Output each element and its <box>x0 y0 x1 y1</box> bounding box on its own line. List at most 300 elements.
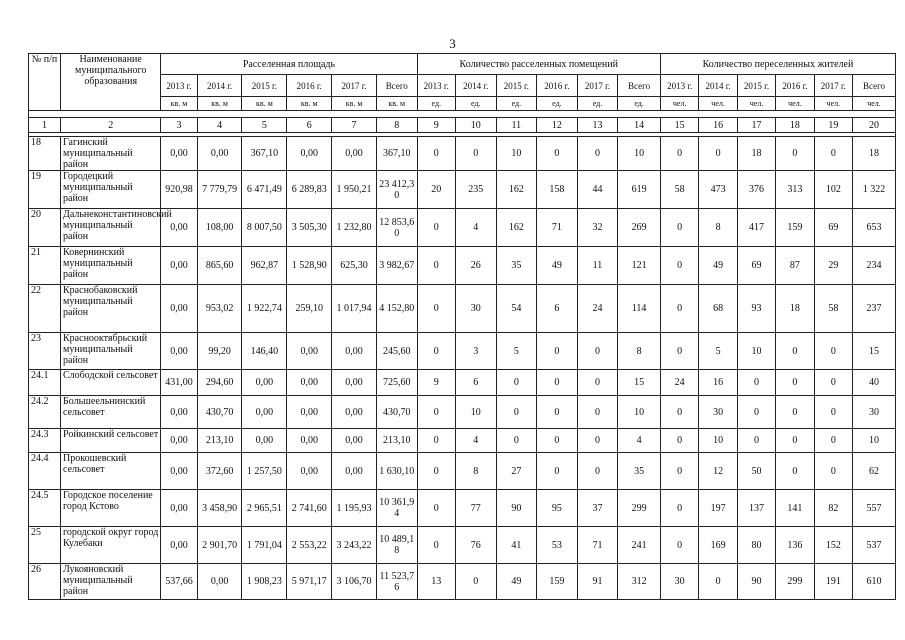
municipality-name: городской округ город Кулебаки <box>61 527 161 564</box>
table-cell: 245,60 <box>376 333 417 370</box>
table-cell: 0 <box>776 370 814 396</box>
header-area-year-0: 2013 г. <box>161 75 197 97</box>
column-number-14: 15 <box>660 118 698 133</box>
column-number-16: 17 <box>737 118 775 133</box>
column-number-10: 11 <box>496 118 537 133</box>
table-row <box>29 171 896 209</box>
table-cell: 241 <box>618 527 661 564</box>
header-people-unit-3: чел. <box>776 97 814 111</box>
table-cell: 10 <box>737 333 775 370</box>
table-cell: 0 <box>455 137 496 171</box>
header-people-year-4: 2017 г. <box>814 75 852 97</box>
table-cell: 11 <box>577 247 618 285</box>
table-cell: 191 <box>814 564 852 600</box>
header-no: № п/п <box>29 54 61 111</box>
header-rooms-unit-5: ед. <box>618 97 661 111</box>
table-cell: 8 <box>618 333 661 370</box>
table-cell: 9 <box>417 370 455 396</box>
table-cell: 40 <box>853 370 896 396</box>
table-cell: 158 <box>537 171 578 209</box>
header-rooms-unit-1: ед. <box>455 97 496 111</box>
municipality-name: Прокошевский сельсовет <box>61 453 161 490</box>
row-number: 24.1 <box>29 370 61 396</box>
table-cell: 0 <box>496 396 537 429</box>
table-cell: 15 <box>853 333 896 370</box>
table-cell: 68 <box>699 285 737 333</box>
table-cell: 159 <box>776 209 814 247</box>
table-cell: 0 <box>496 370 537 396</box>
column-number-18: 19 <box>814 118 852 133</box>
table-cell: 0,00 <box>161 209 197 247</box>
column-number-4: 5 <box>242 118 287 133</box>
row-number: 24.3 <box>29 429 61 453</box>
row-number: 18 <box>29 137 61 171</box>
row-number: 24.2 <box>29 396 61 429</box>
table-cell: 0 <box>814 137 852 171</box>
table-cell: 237 <box>853 285 896 333</box>
column-number-13: 14 <box>618 118 661 133</box>
table-cell: 0,00 <box>332 333 377 370</box>
table-cell: 1 257,50 <box>242 453 287 490</box>
header-people-unit-0: чел. <box>660 97 698 111</box>
table-cell: 1 528,90 <box>287 247 332 285</box>
table-cell: 10 <box>496 137 537 171</box>
table-cell: 269 <box>618 209 661 247</box>
table-cell: 0,00 <box>332 370 377 396</box>
table-cell: 213,10 <box>376 429 417 453</box>
table-cell: 313 <box>776 171 814 209</box>
table-cell: 0,00 <box>287 370 332 396</box>
table-cell: 24 <box>660 370 698 396</box>
table-cell: 430,70 <box>376 396 417 429</box>
row-number: 19 <box>29 171 61 209</box>
column-number-8: 9 <box>417 118 455 133</box>
header-people-year-2: 2015 г. <box>737 75 775 97</box>
table-cell: 13 <box>417 564 455 600</box>
column-number-0: 1 <box>29 118 61 133</box>
table-cell: 259,10 <box>287 285 332 333</box>
table-cell: 137 <box>737 490 775 527</box>
column-number-5: 6 <box>287 118 332 133</box>
table-cell: 234 <box>853 247 896 285</box>
table-cell: 3 458,90 <box>197 490 242 527</box>
column-number-15: 16 <box>699 118 737 133</box>
table-row <box>29 453 896 490</box>
table-cell: 10 <box>455 396 496 429</box>
table-cell: 294,60 <box>197 370 242 396</box>
table-cell: 1 950,21 <box>332 171 377 209</box>
table-cell: 0 <box>417 396 455 429</box>
table-cell: 90 <box>496 490 537 527</box>
municipality-name: Городское поселение город Кстово <box>61 490 161 527</box>
resettlement-table <box>28 53 896 600</box>
table-cell: 18 <box>737 137 775 171</box>
table-cell: 0,00 <box>287 396 332 429</box>
header-people-unit-5: чел. <box>853 97 896 111</box>
municipality-name: Ройкинский сельсовет <box>61 429 161 453</box>
table-cell: 725,60 <box>376 370 417 396</box>
header-area-unit-1: кв. м <box>197 97 242 111</box>
table-cell: 625,30 <box>332 247 377 285</box>
header-rooms-unit-4: ед. <box>577 97 618 111</box>
table-cell: 6 <box>537 285 578 333</box>
municipality-name: Большеельнинский сельсовет <box>61 396 161 429</box>
table-cell: 0 <box>660 247 698 285</box>
table-cell: 0 <box>660 396 698 429</box>
column-number-11: 12 <box>537 118 578 133</box>
table-cell: 18 <box>853 137 896 171</box>
table-cell: 0 <box>417 285 455 333</box>
row-number: 20 <box>29 209 61 247</box>
table-cell: 2 901,70 <box>197 527 242 564</box>
table-cell: 0 <box>737 396 775 429</box>
table-cell: 141 <box>776 490 814 527</box>
table-cell: 49 <box>496 564 537 600</box>
table-cell: 0,00 <box>287 137 332 171</box>
table-cell: 162 <box>496 171 537 209</box>
table-cell: 0 <box>577 137 618 171</box>
header-area-unit-5: кв. м <box>376 97 417 111</box>
table-cell: 0 <box>776 137 814 171</box>
table-cell: 0 <box>776 453 814 490</box>
table-cell: 69 <box>737 247 775 285</box>
table-cell: 20 <box>417 171 455 209</box>
table-cell: 0 <box>699 137 737 171</box>
table-cell: 76 <box>455 527 496 564</box>
table-cell: 49 <box>699 247 737 285</box>
header-people-year-5: Всего <box>853 75 896 97</box>
table-cell: 1 232,80 <box>332 209 377 247</box>
header-area-unit-3: кв. м <box>287 97 332 111</box>
table-cell: 49 <box>537 247 578 285</box>
header-rooms-unit-3: ед. <box>537 97 578 111</box>
table-cell: 0 <box>577 396 618 429</box>
table-cell: 152 <box>814 527 852 564</box>
table-cell: 0 <box>660 285 698 333</box>
table-cell: 1 908,23 <box>242 564 287 600</box>
table-cell: 0,00 <box>197 137 242 171</box>
column-number-12: 13 <box>577 118 618 133</box>
table-row <box>29 370 896 396</box>
table-cell: 30 <box>853 396 896 429</box>
table-cell: 0 <box>537 333 578 370</box>
table-cell: 537 <box>853 527 896 564</box>
table-cell: 3 505,30 <box>287 209 332 247</box>
table-cell: 24 <box>577 285 618 333</box>
table-cell: 10 <box>618 396 661 429</box>
table-cell: 58 <box>660 171 698 209</box>
table-cell: 367,10 <box>376 137 417 171</box>
column-number-1: 2 <box>61 118 161 133</box>
table-cell: 0 <box>496 429 537 453</box>
table-cell: 12 853,60 <box>376 209 417 247</box>
table-cell: 5 <box>496 333 537 370</box>
table-cell: 0 <box>660 527 698 564</box>
table-cell: 29 <box>814 247 852 285</box>
table-cell: 54 <box>496 285 537 333</box>
table-cell: 417 <box>737 209 775 247</box>
table-cell: 557 <box>853 490 896 527</box>
table-cell: 90 <box>737 564 775 600</box>
table-cell: 213,10 <box>197 429 242 453</box>
table-cell: 114 <box>618 285 661 333</box>
table-cell: 953,02 <box>197 285 242 333</box>
table-cell: 0 <box>699 564 737 600</box>
table-cell: 0 <box>577 370 618 396</box>
row-number: 22 <box>29 285 61 333</box>
table-cell: 1 630,10 <box>376 453 417 490</box>
table-cell: 0 <box>537 396 578 429</box>
table-cell: 53 <box>537 527 578 564</box>
table-cell: 0 <box>577 333 618 370</box>
table-cell: 312 <box>618 564 661 600</box>
header-rooms-year-4: 2017 г. <box>577 75 618 97</box>
table-cell: 0 <box>737 370 775 396</box>
table-cell: 0,00 <box>161 429 197 453</box>
table-cell: 920,98 <box>161 171 197 209</box>
table-cell: 0 <box>417 137 455 171</box>
header-people-year-0: 2013 г. <box>660 75 698 97</box>
municipality-name: Лукояновский муниципальный район <box>61 564 161 600</box>
table-cell: 0 <box>577 453 618 490</box>
header-rooms-year-5: Всего <box>618 75 661 97</box>
header-people-unit-2: чел. <box>737 97 775 111</box>
table-cell: 865,60 <box>197 247 242 285</box>
table-cell: 0 <box>776 333 814 370</box>
table-cell: 95 <box>537 490 578 527</box>
table-cell: 473 <box>699 171 737 209</box>
table-cell: 18 <box>776 285 814 333</box>
table-row <box>29 429 896 453</box>
table-cell: 8 007,50 <box>242 209 287 247</box>
row-number: 21 <box>29 247 61 285</box>
header-name: Наименование муниципального образования <box>61 54 161 111</box>
table-cell: 0 <box>814 396 852 429</box>
municipality-name: Городецкий муниципальный район <box>61 171 161 209</box>
header-rooms-year-0: 2013 г. <box>417 75 455 97</box>
table-cell: 4 <box>455 429 496 453</box>
table-cell: 0,00 <box>161 490 197 527</box>
municipality-name: Гагинский муниципальный район <box>61 137 161 171</box>
table-cell: 0,00 <box>332 429 377 453</box>
table-cell: 10 361,94 <box>376 490 417 527</box>
header-rooms-year-1: 2014 г. <box>455 75 496 97</box>
table-cell: 619 <box>618 171 661 209</box>
table-cell: 430,70 <box>197 396 242 429</box>
table-cell: 372,60 <box>197 453 242 490</box>
table-cell: 6 <box>455 370 496 396</box>
table-cell: 1 791,04 <box>242 527 287 564</box>
table-cell: 2 965,51 <box>242 490 287 527</box>
table-cell: 4 <box>455 209 496 247</box>
municipality-name: Дальнеконстантиновский муниципальный район <box>61 209 161 247</box>
row-number: 26 <box>29 564 61 600</box>
table-cell: 136 <box>776 527 814 564</box>
table-cell: 44 <box>577 171 618 209</box>
table-cell: 1 322 <box>853 171 896 209</box>
table-cell: 146,40 <box>242 333 287 370</box>
table-cell: 610 <box>853 564 896 600</box>
municipality-name: Слободской сельсовет <box>61 370 161 396</box>
table-cell: 0 <box>776 396 814 429</box>
header-rooms-unit-0: ед. <box>417 97 455 111</box>
header-area-year-5: Всего <box>376 75 417 97</box>
column-number-9: 10 <box>455 118 496 133</box>
table-cell: 0 <box>417 490 455 527</box>
table-cell: 5 <box>699 333 737 370</box>
municipality-name: Ковернинский муниципальный район <box>61 247 161 285</box>
table-cell: 159 <box>537 564 578 600</box>
table-cell: 0,00 <box>161 527 197 564</box>
table-cell: 0,00 <box>332 453 377 490</box>
table-cell: 4 <box>618 429 661 453</box>
table-cell: 58 <box>814 285 852 333</box>
table-cell: 1 017,94 <box>332 285 377 333</box>
table-cell: 0,00 <box>197 564 242 600</box>
table-cell: 2 741,60 <box>287 490 332 527</box>
municipality-name: Краснобаковский муниципальный район <box>61 285 161 333</box>
municipality-name: Краснооктябрьский муниципальный район <box>61 333 161 370</box>
table-cell: 87 <box>776 247 814 285</box>
table-cell: 0,00 <box>161 285 197 333</box>
table-cell: 376 <box>737 171 775 209</box>
table-cell: 82 <box>814 490 852 527</box>
table-cell: 0,00 <box>332 396 377 429</box>
table-cell: 0 <box>737 429 775 453</box>
header-area-year-4: 2017 г. <box>332 75 377 97</box>
table-cell: 0 <box>417 333 455 370</box>
table-cell: 32 <box>577 209 618 247</box>
table-cell: 30 <box>699 396 737 429</box>
table-row <box>29 490 896 527</box>
table-cell: 62 <box>853 453 896 490</box>
table-cell: 0 <box>660 333 698 370</box>
header-rooms-year-3: 2016 г. <box>537 75 578 97</box>
table-cell: 0,00 <box>287 453 332 490</box>
table-cell: 0,00 <box>287 429 332 453</box>
table-cell: 162 <box>496 209 537 247</box>
table-cell: 10 <box>853 429 896 453</box>
table-cell: 5 971,17 <box>287 564 332 600</box>
table-cell: 0,00 <box>332 137 377 171</box>
table-cell: 299 <box>776 564 814 600</box>
table-cell: 0 <box>814 370 852 396</box>
table-cell: 0 <box>417 527 455 564</box>
table-cell: 0,00 <box>161 247 197 285</box>
table-row <box>29 527 896 564</box>
table-cell: 299 <box>618 490 661 527</box>
table-cell: 962,87 <box>242 247 287 285</box>
table-cell: 3 982,67 <box>376 247 417 285</box>
table-cell: 0 <box>455 564 496 600</box>
table-row <box>29 333 896 370</box>
table-cell: 431,00 <box>161 370 197 396</box>
table-cell: 0,00 <box>161 396 197 429</box>
table-cell: 0 <box>577 429 618 453</box>
table-row <box>29 137 896 171</box>
header-area-year-3: 2016 г. <box>287 75 332 97</box>
column-number-3: 4 <box>197 118 242 133</box>
table-cell: 8 <box>699 209 737 247</box>
table-cell: 93 <box>737 285 775 333</box>
table-cell: 71 <box>577 527 618 564</box>
header-rooms-year-2: 2015 г. <box>496 75 537 97</box>
table-cell: 0 <box>814 453 852 490</box>
table-cell: 367,10 <box>242 137 287 171</box>
table-cell: 0 <box>537 137 578 171</box>
table-cell: 0 <box>660 453 698 490</box>
table-cell: 41 <box>496 527 537 564</box>
table-cell: 2 553,22 <box>287 527 332 564</box>
column-number-2: 3 <box>161 118 197 133</box>
table-cell: 10 <box>699 429 737 453</box>
table-row <box>29 247 896 285</box>
header-group-area: Расселенная площадь <box>161 54 417 75</box>
table-cell: 37 <box>577 490 618 527</box>
table-cell: 0 <box>417 209 455 247</box>
table-cell: 16 <box>699 370 737 396</box>
header-people-unit-1: чел. <box>699 97 737 111</box>
table-cell: 0 <box>660 429 698 453</box>
table-cell: 11 523,76 <box>376 564 417 600</box>
table-cell: 121 <box>618 247 661 285</box>
table-row <box>29 396 896 429</box>
table-cell: 537,66 <box>161 564 197 600</box>
table-cell: 0 <box>814 429 852 453</box>
table-cell: 23 412,30 <box>376 171 417 209</box>
header-area-year-1: 2014 г. <box>197 75 242 97</box>
table-cell: 6 471,49 <box>242 171 287 209</box>
table-cell: 169 <box>699 527 737 564</box>
row-number: 24.4 <box>29 453 61 490</box>
header-area-unit-4: кв. м <box>332 97 377 111</box>
row-number: 25 <box>29 527 61 564</box>
table-cell: 0,00 <box>242 396 287 429</box>
table-cell: 0 <box>537 429 578 453</box>
table-cell: 27 <box>496 453 537 490</box>
table-cell: 91 <box>577 564 618 600</box>
header-area-year-2: 2015 г. <box>242 75 287 97</box>
table-cell: 1 195,93 <box>332 490 377 527</box>
table-row <box>29 564 896 600</box>
table-cell: 7 779,79 <box>197 171 242 209</box>
column-number-7: 8 <box>376 118 417 133</box>
header-people-year-3: 2016 г. <box>776 75 814 97</box>
table-cell: 0,00 <box>161 333 197 370</box>
table-cell: 30 <box>455 285 496 333</box>
table-cell: 71 <box>537 209 578 247</box>
table-cell: 235 <box>455 171 496 209</box>
table-cell: 35 <box>618 453 661 490</box>
table-cell: 8 <box>455 453 496 490</box>
table-cell: 0,00 <box>242 429 287 453</box>
table-cell: 0 <box>660 209 698 247</box>
table-cell: 102 <box>814 171 852 209</box>
table-cell: 10 <box>618 137 661 171</box>
table-cell: 6 289,83 <box>287 171 332 209</box>
table-cell: 0 <box>417 429 455 453</box>
row-number: 23 <box>29 333 61 370</box>
table-row <box>29 209 896 247</box>
table-cell: 0 <box>660 137 698 171</box>
table-cell: 0 <box>537 453 578 490</box>
header-area-unit-0: кв. м <box>161 97 197 111</box>
table-cell: 3 <box>455 333 496 370</box>
table-cell: 197 <box>699 490 737 527</box>
table-cell: 0 <box>417 453 455 490</box>
table-cell: 0,00 <box>287 333 332 370</box>
table-cell: 10 489,18 <box>376 527 417 564</box>
